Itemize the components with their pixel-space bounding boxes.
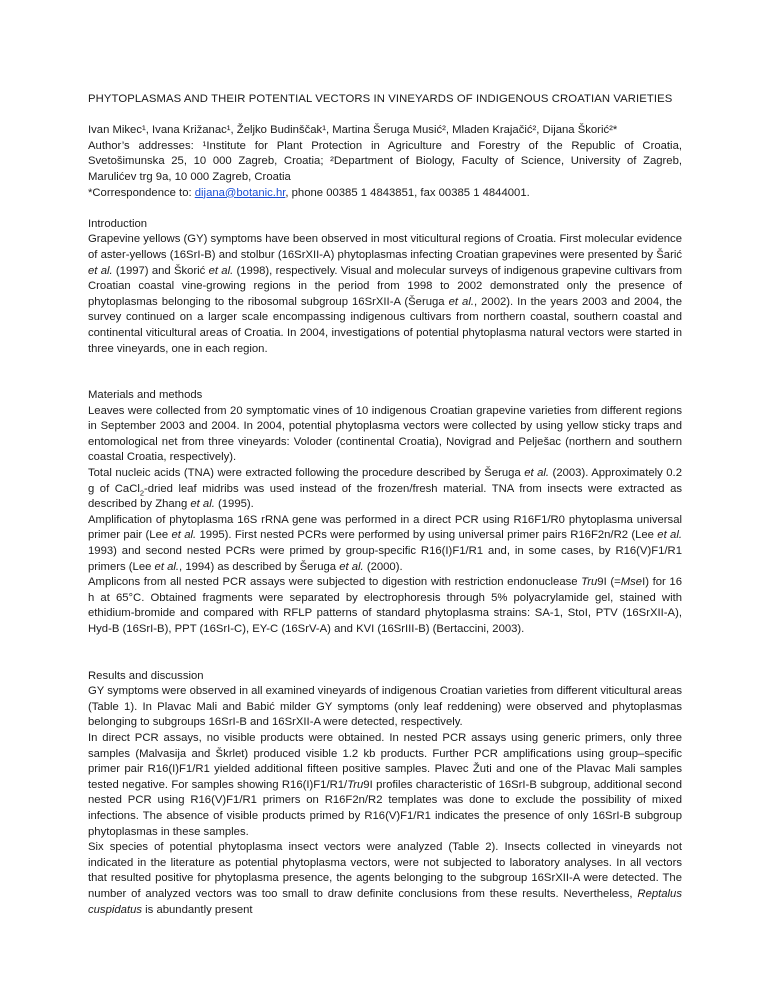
correspondence-contact: , phone 00385 1 4843851, fax 00385 1 4844001. [285, 186, 530, 199]
author-block [88, 123, 682, 201]
email-link[interactable]: dijana@botanic.hr [194, 186, 286, 199]
introduction-paragraph: Grapevine yellows (GY) symptoms have been observed in most viticultural regions of Croatia. First molecular evidence of aster-yellows (16SrI-B) and stolbur (16SrXII-A) phytoplasmas infecting Croatian grapevines were presented by Šarić et al. (1997) and Škorić et al. (1998), respectively. Visual and molecular surveys of indigenous grapevine cultivars from Croatian coastal vine-growing regions in the period from 1998 to 2002 demonstrated only the presence of phytoplasmas belonging to the ribosomal subgroup 16SrXII-A (Šeruga et al., 2002). In the years 2003 and 2004, the survey continued on a larger scale encompassing indigenous cultivars from northern coastal, southern coastal and continental viticultural areas of Croatia. In 2004, investigations of potential phytoplasma natural vectors were started in three vineyards, one in each region. [88, 233, 682, 355]
results-heading: Results and discussion [88, 669, 204, 682]
methods-paragraph-rflp: Amplicons from all nested PCR assays were subjected to digestion with restriction endonuclease Tru9I (=MseI) for 16 h at 65°C. Obtained fragments were separated by electrophoresis through 5% polyacrylamide gel, stained with ethidium-bromide and compared with RFLP patterns of standard phytoplasma strains: SA-1, StoI, PTV (16SrXII-A), Hyd-B (16SrI-B), PPT (16SrI-C), EY-C (16SrV-A) and KVI (16SrIII-B) (Bertaccini, 2003). [88, 576, 682, 635]
results-section [88, 669, 682, 919]
methods-heading: Materials and methods [88, 389, 203, 402]
correspondence-line [88, 186, 682, 202]
methods-section [88, 388, 682, 638]
methods-paragraph-extraction: Total nucleic acids (TNA) were extracted following the procedure described by Šeruga et al. (2003). Approximately 0.2 g of CaCl$_2$-dried leaf midribs was used instead of the frozen/fresh material. TNA from insects were extracted as described by Zhang et al. (1995). [88, 467, 682, 511]
methods-paragraph-sampling: Leaves were collected from 20 symptomatic vines of 10 indigenous Croatian grapevine varieties from different regions in September 2003 and 2004. In 2004, potential phytoplasma vectors were collected by using yellow sticky traps and entomological net from three vineyards: Voloder (continental Croatia), Novigrad and Pelješac (northern and southern coastal Croatia, respectively). [88, 404, 682, 464]
results-paragraph-vectors: Six species of potential phytoplasma insect vectors were analyzed (Table 2). Insects collected in vineyards not indicated in the literature as potential phytoplasma vectors, were not subjected to laboratory analyses. In all vectors that resulted positive for phytoplasma presence, the agents belonging to the subgroup 16SrXII-A were detected. The number of analyzed vectors was too small to draw definite conclusions from these results. Nevertheless, Reptalus cuspidatus is abundantly present [88, 841, 682, 916]
introduction-heading: Introduction [88, 217, 148, 230]
methods-paragraph-pcr: Amplification of phytoplasma 16S rRNA gene was performed in a direct PCR using R16F1/R0 phytoplasma universal primer pair (Lee et al. 1995). First nested PCRs were performed by using universal primer pairs R16F2n/R2 (Lee et al. 1993) and second nested PCRs were primed by group-specific R16(I)F1/R1 and, in some cases, by R16(V)F1/R1 primers (Lee et al., 1994) as described by Šeruga et al. (2000). [88, 513, 682, 573]
author-addresses: Author’s addresses: ¹Institute for Plant Protection in Agriculture and Forestry of the Republic of Croatia, Svetošimunska 25, 10 000 Zagreb, Croatia; ²Department of Biology, Faculty of Science, University of Zagreb, Marulićev trg 9a, 10 000 Zagreb, Croatia [88, 139, 682, 183]
introduction-section [88, 217, 682, 357]
correspondence-prefix: *Correspondence to: [88, 186, 195, 199]
paper-title: PHYTOPLASMAS AND THEIR POTENTIAL VECTORS IN VINEYARDS OF INDIGENOUS CROATIAN VARIETIES [88, 93, 673, 105]
results-paragraph-symptoms: GY symptoms were observed in all examined vineyards of indigenous Croatian varieties from different viticultural areas (Table 1). In Plavac Mali and Babić milder GY symptoms (only leaf reddening) were observed and phytoplasmas belonging to subgroups 16SrI-B and 16SrXII-A were detected, respectively. [88, 685, 682, 729]
paper-page [88, 92, 682, 918]
author-list: Ivan Mikec¹, Ivana Križanac¹, Željko Budinščak¹, Martina Šeruga Musić², Mladen Krajačić², Dijana Škorić²* [88, 124, 618, 137]
results-paragraph-pcr: In direct PCR assays, no visible products were obtained. In nested PCR assays using generic primers, only three samples (Malvasija and Škrlet) produced visible 1.2 kb products. Further PCR amplifications using group–specific primer pair R16(I)F1/R1 yielded additional fifteen positive samples. Plavec Žuti and one of the Plavac Mali samples tested negative. For samples showing R16(I)F1/R1/Tru9I profiles characteristic of 16SrI-B subgroup, additional second nested PCR using R16(V)F1/R1 primers on R16F2n/R2 templates was done to exclude the possibility of mixed infections. The absence of visible products primed by R16(V)F1/R1 indicates the presence of only 16SrI-B subgroup phytoplasmas in these samples. [88, 731, 682, 838]
